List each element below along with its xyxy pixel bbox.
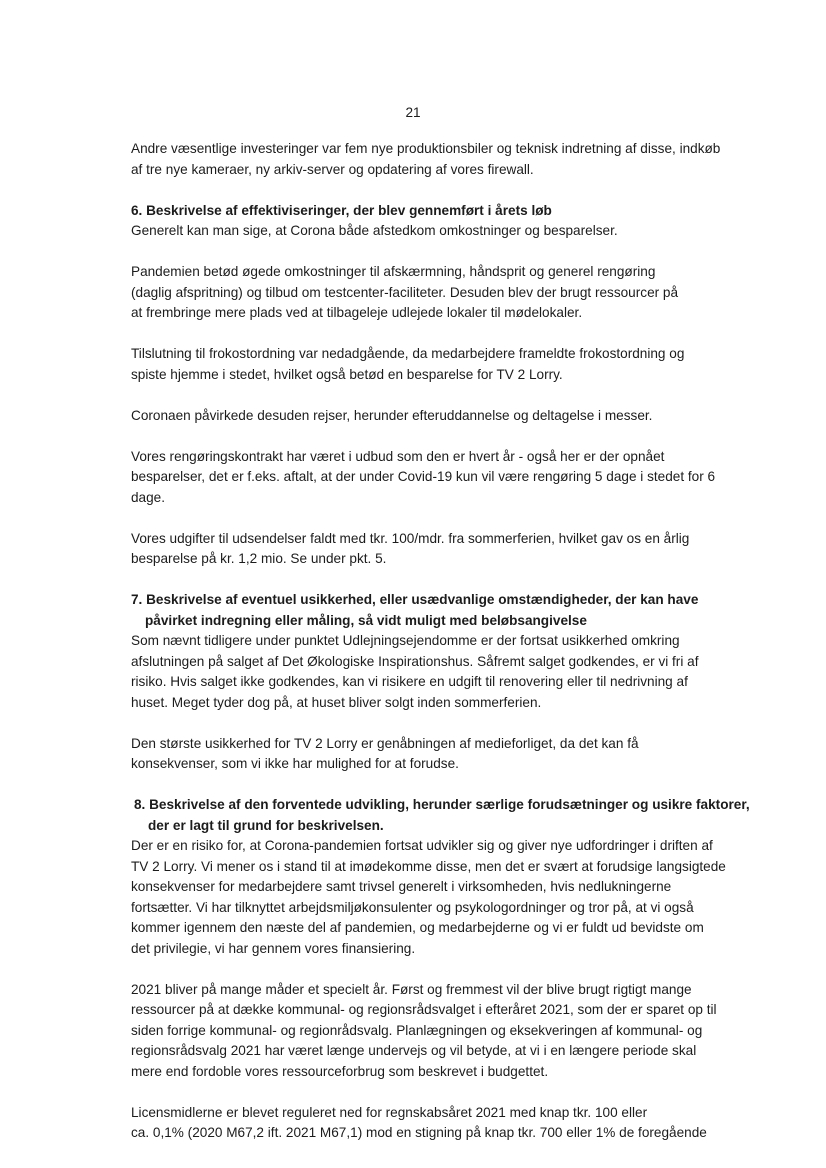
text-line: Generelt kan man sige, at Corona både afstedkom omkostninger og besparelser. [131, 223, 618, 238]
text-line: siden forrige kommunal- og regionrådsvalg. Planlægningen og eksekveringen af kommunal- og [131, 1022, 703, 1038]
intro-paragraph [131, 139, 731, 180]
text-line: Tilslutning til frokostordning var nedadgående, da medarbejdere frameldte frokostordning og [131, 346, 685, 361]
text-line: regionsrådsvalg 2021 har været længe undervejs og vil betyde, at vi i en længere periode skal [131, 1043, 697, 1058]
text-line: konsekvenser for medarbejdere samt trivsel generelt i virksomheden, hvis nedlukningerne [131, 879, 672, 894]
text-line: ca. 0,1% (2020 M67,2 ift. 2021 M67,1) mod en stigning på knap tkr. 700 eller 1% de foregående [131, 1125, 707, 1140]
text-line: af tre nye kameraer, ny arkiv-server og opdatering af vores firewall. [131, 161, 534, 177]
text-line: Vores rengøringskontrakt har været i udbud som den er hvert år - også her er der opnået [131, 448, 665, 464]
text-line: at frembringe mere plads ved at tilbageleje udlejede lokaler til mødelokaler. [131, 305, 583, 320]
section-8-paragraph-2 [131, 980, 731, 1083]
text-line: Coronaen påvirkede desuden rejser, herunder efteruddannelse og deltagelse i messer. [131, 407, 653, 423]
text-line: Vores udgifter til udsendelser faldt med tkr. 100/mdr. fra sommerferien, hvilket gav os en årlig [131, 530, 690, 546]
text-line: konsekvenser, som vi ikke har mulighed for at forudse. [131, 756, 459, 771]
section-6-paragraph-3 [131, 344, 731, 385]
section-6-paragraph-5 [131, 447, 731, 509]
heading-line: 7. Beskrivelse af eventuel usikkerhed, eller usædvanlige omstændigheder, der kan have [131, 592, 699, 607]
text-line: TV 2 Lorry. Vi mener os i stand til at imødekomme disse, men det er svært at forudsige langsigtede [131, 858, 726, 874]
section-8-paragraph-1 [131, 836, 731, 959]
section-6-paragraph-2 [131, 262, 731, 324]
text-line: dage. [131, 489, 166, 505]
text-line: fortsætter. Vi har tilknyttet arbejdsmiljøkonsulenter og psykologordninger og tror på, at vi også [131, 899, 694, 915]
text-line: Andre væsentlige investeringer var fem nye produktionsbiler og teknisk indretning af disse, indkøb [131, 141, 721, 156]
heading-line: 8. Beskrivelse af den forventede udvikling, herunder særlige forudsætninger og usikre faktorer, [134, 797, 750, 812]
section-7-heading [131, 590, 731, 631]
text-line: Den største usikkerhed for TV 2 Lorry er genåbningen af medieforliget, da det kan få [131, 735, 639, 751]
text-line: Pandemien betød øgede omkostninger til afskærmning, håndsprit og generel rengøring [131, 264, 656, 279]
text-line: mere end fordoble vores ressourceforbrug som beskrevet i budgettet. [131, 1063, 549, 1079]
text-line: spiste hjemme i stedet, hvilket også betød en besparelse for TV 2 Lorry. [131, 366, 563, 382]
section-8-heading [131, 795, 750, 836]
text-line: kommer igennem den næste del af pandemien, og medarbejderne og vi er fuldt ud bevidste om [131, 920, 704, 935]
text-line: (daglig afspritning) og tilbud om testcenter-faciliteter. Desuden blev der brugt ressourcer på [131, 284, 679, 300]
text-line: det privilegie, vi har gennem vores finansiering. [131, 940, 416, 956]
text-line: 2021 bliver på mange måder et specielt år. Først og fremmest vil der blive brugt rigtigt mange [131, 981, 692, 997]
section-8-paragraph-3 [131, 1103, 731, 1144]
text-line: besparelser, det er f.eks. aftalt, at der under Covid-19 kun vil være rengøring 5 dage i stedet for 6 [131, 469, 716, 484]
document-body [131, 139, 750, 1164]
heading-line: der er lagt til grund for beskrivelsen. [148, 817, 384, 833]
text-line: ressourcer på at dække kommunal- og regionsrådsvalget i efteråret 2021, som der er sparet op til [131, 1002, 717, 1017]
section-6-paragraph-6 [131, 529, 731, 570]
text-line: besparelse på kr. 1,2 mio. Se under pkt. 5. [131, 551, 387, 566]
text-line: Som nævnt tidligere under punktet Udlejningsejendomme er der fortsat usikkerhed omkring [131, 633, 680, 648]
section-6-heading: 6. Beskrivelse af effektiviseringer, der blev gennemført i årets løb [131, 202, 552, 218]
text-line: Der er en risiko for, at Corona-pandemien fortsat udvikler sig og giver nye udfordringer i driften af [131, 838, 713, 853]
page-number: 21 [405, 105, 421, 120]
text-line: risiko. Hvis salget ikke godkendes, kan vi risikere en udgift til renovering eller til nedrivning af [131, 674, 688, 689]
section-7-paragraph-1 [131, 631, 731, 713]
section-6-paragraph-1 [131, 221, 731, 242]
heading-line: påvirket indregning eller måling, så vidt muligt med beløbsangivelse [145, 612, 587, 628]
section-7-paragraph-2 [131, 734, 731, 775]
text-line: Licensmidlerne er blevet reguleret ned for regnskabsåret 2021 med knap tkr. 100 eller [131, 1104, 648, 1120]
text-line: afslutningen på salget af Det Økologiske Inspirationshus. Såfremt salget godkendes, er vi fri af [131, 653, 699, 669]
text-line: huset. Meget tyder dog på, at huset bliver solgt inden sommerferien. [131, 694, 542, 710]
section-6-paragraph-4 [131, 406, 731, 427]
